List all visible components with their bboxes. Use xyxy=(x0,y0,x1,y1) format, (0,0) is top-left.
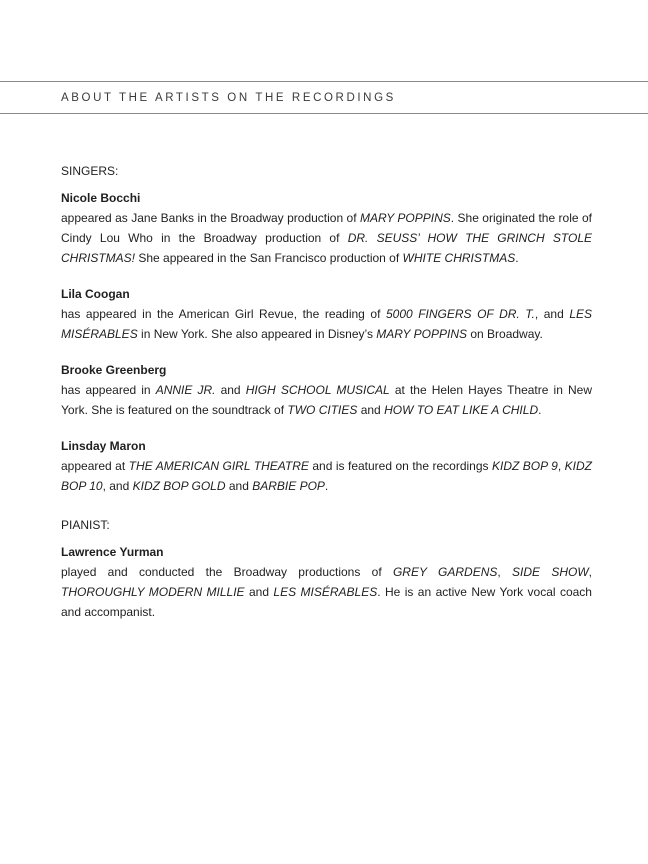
bio-text: , and xyxy=(534,307,570,321)
production-title: DR. SEUSS’ HOW THE GRINCH STOLE CHRISTMAS! xyxy=(61,231,592,265)
bio-text: and xyxy=(215,383,246,397)
production-title: WHITE CHRISTMAS xyxy=(402,251,516,265)
production-title: KIDZ BOP GOLD xyxy=(132,479,226,493)
production-title: BARBIE POP xyxy=(252,479,325,493)
bio-text: appeared as Jane Banks in the Broadway production of xyxy=(61,211,360,225)
artist-entry xyxy=(61,284,592,344)
production-title: ANNIE JR. xyxy=(155,383,216,397)
artist-entry xyxy=(61,360,592,420)
header-bottom-rule xyxy=(0,113,648,114)
production-title: SIDE SHOW xyxy=(512,565,589,579)
bio-text: , xyxy=(557,459,565,473)
bio-text: She appeared in the San Francisco production of xyxy=(135,251,403,265)
pianist-list xyxy=(61,542,592,622)
bio-text: . She originated the role of Cindy Lou Who in the Broadway production of xyxy=(61,211,592,245)
production-title: LES MISÉRABLES xyxy=(61,307,592,341)
production-title: KIDZ BOP 9 xyxy=(491,459,558,473)
bio-text: . xyxy=(515,251,519,265)
artist-bio xyxy=(61,304,592,344)
production-title: TWO CITIES xyxy=(287,403,358,417)
singers-list xyxy=(61,188,592,496)
artist-name: Brooke Greenberg xyxy=(61,363,167,377)
bio-text: . xyxy=(324,479,329,493)
bio-text: , xyxy=(497,565,513,579)
bio-text: on Broadway. xyxy=(467,327,543,341)
bio-text: and xyxy=(357,403,385,417)
production-title: GREY GARDENS xyxy=(392,565,498,579)
artist-entry xyxy=(61,542,592,622)
artist-bio xyxy=(61,456,592,496)
production-title: HOW TO EAT LIKE A CHILD xyxy=(384,403,539,417)
bio-text: . He is an active New York vocal coach and accompanist. xyxy=(61,585,592,619)
bio-text: , and xyxy=(102,479,133,493)
artist-name: Nicole Bocchi xyxy=(61,191,141,205)
artist-name: Lila Coogan xyxy=(61,287,130,301)
bio-text: , xyxy=(588,565,593,579)
artist-entry xyxy=(61,188,592,268)
artist-bio xyxy=(61,562,592,622)
bio-text: and xyxy=(225,479,253,493)
artist-bio xyxy=(61,380,592,420)
bio-text: has appeared in the American Girl Revue, the reading of xyxy=(61,307,386,321)
pianist-label: PIANIST: xyxy=(61,518,110,532)
production-title: 5000 FINGERS OF DR. T. xyxy=(385,307,535,321)
bio-text: at the Helen Hayes Theatre in New York. She is featured on the soundtrack of xyxy=(61,383,592,417)
page-title: ABOUT THE ARTISTS ON THE RECORDINGS xyxy=(61,92,396,104)
bio-text: played and conducted the Broadway productions of xyxy=(61,565,393,579)
bio-text: has appeared in xyxy=(61,383,156,397)
singers-label: SINGERS: xyxy=(61,164,119,178)
bio-text: appeared at xyxy=(61,459,129,473)
bio-text: in New York. She also appeared in Disney’s xyxy=(137,327,377,341)
artist-bio xyxy=(61,208,592,268)
production-title: HIGH SCHOOL MUSICAL xyxy=(245,383,390,397)
bio-text: and xyxy=(244,585,274,599)
production-title: KIDZ BOP 10 xyxy=(61,459,592,493)
artist-name: Linsday Maron xyxy=(61,439,146,453)
production-title: THOROUGHLY MODERN MILLIE xyxy=(61,585,245,599)
artists-content xyxy=(61,161,592,638)
production-title: MARY POPPINS xyxy=(360,211,451,225)
bio-text: and is featured on the recordings xyxy=(308,459,492,473)
artist-entry xyxy=(61,436,592,496)
artist-name: Lawrence Yurman xyxy=(61,545,164,559)
header-top-rule xyxy=(0,81,648,82)
production-title: MARY POPPINS xyxy=(376,327,467,341)
production-title: LES MISÉRABLES xyxy=(273,585,378,599)
bio-text: . xyxy=(538,403,542,417)
production-title: THE AMERICAN GIRL THEATRE xyxy=(128,459,309,473)
